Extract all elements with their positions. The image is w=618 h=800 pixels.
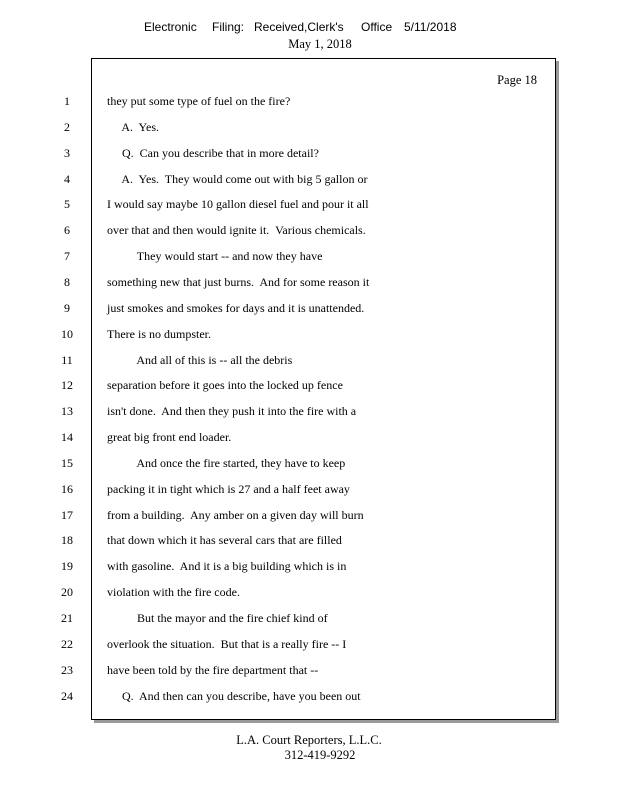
line-text: violation with the fire code. — [107, 585, 240, 599]
footer-phone: 312-419-9292 — [284, 748, 356, 762]
line-text: have been told by the fire department that -- — [107, 663, 319, 677]
line-text: they put some type of fuel on the fire? — [107, 94, 291, 108]
line-text: Q. And then can you describe, have you been out — [107, 689, 361, 703]
line-text: They would start -- and now they have — [107, 249, 323, 263]
line-text: overlook the situation. But that is a really fire -- I — [107, 637, 347, 651]
deposition-date: May 1, 2018 — [288, 37, 352, 51]
page-number: Page 18 — [497, 73, 537, 87]
line-number: 14 — [61, 430, 73, 444]
line-text: Q. Can you describe that in more detail? — [107, 146, 319, 160]
line-number: 16 — [61, 482, 73, 496]
filing-stamp-date: 5/11/2018 — [404, 20, 457, 34]
line-number: 15 — [61, 456, 73, 470]
line-number: 1 — [64, 94, 70, 108]
line-text: And all of this is -- all the debris — [107, 353, 293, 367]
line-number: 22 — [61, 637, 73, 651]
line-text: that down which it has several cars that are filled — [107, 533, 342, 547]
line-text: packing it in tight which is 27 and a half feet away — [107, 482, 350, 496]
line-text: isn't done. And then they push it into the fire with a — [107, 404, 357, 418]
line-number: 24 — [61, 689, 73, 703]
line-text: just smokes and smokes for days and it is unattended. — [107, 301, 365, 315]
line-text: A. Yes. — [107, 120, 160, 134]
line-text: with gasoline. And it is a big building which is in — [107, 559, 347, 573]
filing-stamp-received: Received,Clerk's — [254, 20, 344, 34]
line-number: 7 — [64, 249, 70, 263]
line-text: And once the fire started, they have to keep — [107, 456, 346, 470]
line-number: 10 — [61, 327, 73, 341]
line-number: 6 — [64, 223, 70, 237]
line-text: I would say maybe 10 gallon diesel fuel and pour it all — [107, 197, 369, 211]
line-text: separation before it goes into the locked up fence — [107, 378, 343, 392]
line-number: 3 — [64, 146, 70, 160]
line-number: 11 — [61, 353, 73, 367]
line-text: A. Yes. They would come out with big 5 gallon or — [107, 172, 368, 186]
line-number: 4 — [64, 172, 70, 186]
line-number: 12 — [61, 378, 73, 392]
line-text: over that and then would ignite it. Various chemicals. — [107, 223, 366, 237]
line-number: 9 — [64, 301, 70, 315]
filing-stamp-electronic: Electronic — [144, 20, 197, 34]
line-number: 13 — [61, 404, 73, 418]
line-number: 20 — [61, 585, 73, 599]
line-number: 17 — [61, 508, 73, 522]
line-number: 2 — [64, 120, 70, 134]
line-number: 19 — [61, 559, 73, 573]
line-text: But the mayor and the fire chief kind of — [107, 611, 328, 625]
line-number: 8 — [64, 275, 70, 289]
line-number: 21 — [61, 611, 73, 625]
footer-company: L.A. Court Reporters, L.L.C. — [236, 733, 382, 747]
line-text: from a building. Any amber on a given day will burn — [107, 508, 364, 522]
line-text: something new that just burns. And for some reason it — [107, 275, 370, 289]
filing-stamp-office: Office — [361, 20, 393, 34]
line-number: 18 — [61, 533, 73, 547]
line-text: great big front end loader. — [107, 430, 232, 444]
line-number: 5 — [64, 197, 70, 211]
line-number: 23 — [61, 663, 73, 677]
filing-stamp-filing: Filing: — [212, 20, 245, 34]
line-text: There is no dumpster. — [107, 327, 211, 341]
